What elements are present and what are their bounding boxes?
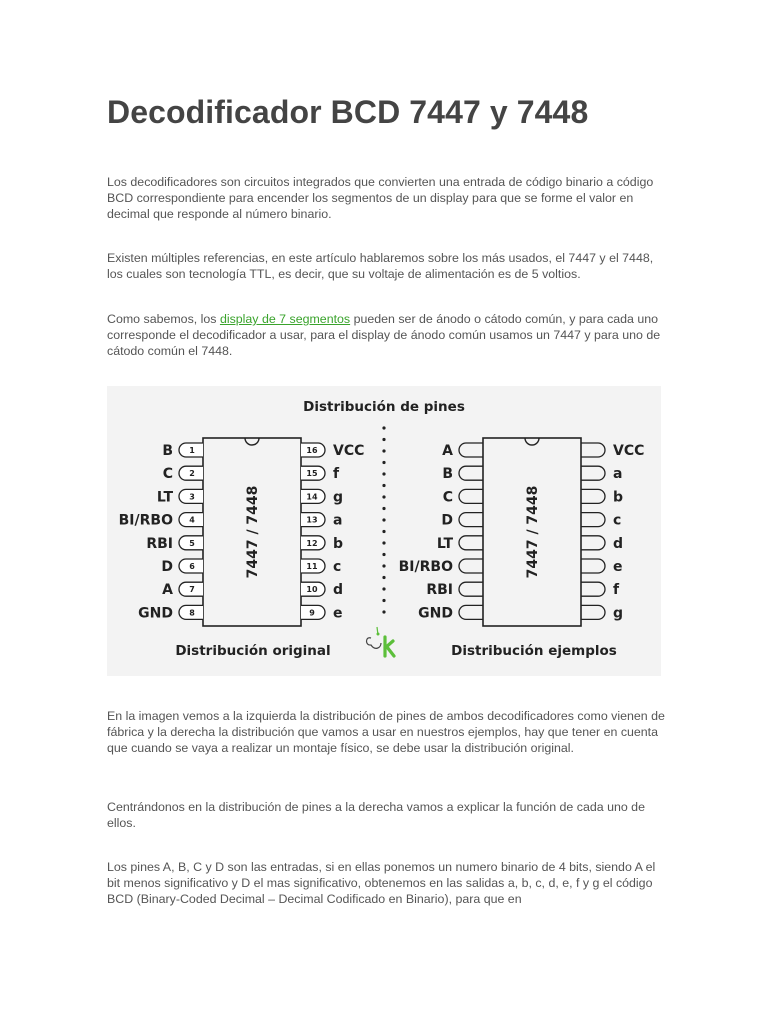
right-right-pin [581, 513, 605, 527]
right-right-pin [581, 536, 605, 550]
divider-dot [382, 587, 385, 590]
right-left-pin-label: BI/RBO [398, 559, 453, 575]
left-right-pin-label: d [333, 582, 344, 599]
left-left-pin-number: 4 [189, 515, 195, 525]
divider-dot [382, 461, 385, 464]
right-right-pin [581, 466, 605, 480]
divider-dot [382, 610, 385, 613]
divider-dot [382, 541, 385, 544]
left-right-pin-label: VCC [333, 443, 365, 459]
left-right-pin-number: 12 [306, 538, 318, 548]
intro-paragraph: Los decodificadores son circuitos integrados que convierten una entrada de código binario a código BCD correspondiente para encender los segmentos de un display para que se forme el valor en decimal que responde al número binario. [107, 175, 654, 221]
right-left-pin [459, 559, 483, 573]
right-left-pin [459, 513, 483, 527]
right-caption: Distribución ejemplos [451, 643, 617, 659]
right-right-pin-label: d [613, 535, 624, 552]
divider-dot [382, 495, 385, 498]
divider-dot [382, 507, 385, 510]
right-left-pin-label: LT [436, 535, 453, 552]
left-left-pin-label: B [162, 443, 173, 459]
divider-dot [382, 599, 385, 602]
right-left-pin-label: A [442, 443, 453, 459]
divider-dot [382, 576, 385, 579]
right-right-pin-label: f [613, 582, 620, 599]
center-divider [382, 426, 385, 613]
left-right-pin-number: 16 [306, 446, 318, 455]
left-left-pin-label: A [162, 582, 173, 599]
left-chip-name: 7447 / 7448 [245, 485, 261, 579]
right-left-pin-label: RBI [426, 582, 453, 599]
right-left-pin [459, 582, 483, 596]
left-left-pin-label: GND [138, 605, 173, 622]
display-paragraph-end: pueden ser de ánodo o cátodo común, y para cada uno corresponde el decodificador a usar, para el display de ánodo común usamos un 7447 y para uno de cátodo común el 7448. [107, 312, 661, 358]
left-left-pin-label: BI/RBO [118, 512, 173, 529]
right-right-pin-label: VCC [613, 443, 645, 459]
left-left-pin-number: 8 [189, 608, 195, 618]
right-left-pin-label: B [442, 466, 453, 483]
inputs-paragraph: Los pines A, B, C y D son las entradas, si en ellas ponemos un numero binario de 4 bits, siendo A el bit menos significativo y D el mas significativo, obtenemos en las salidas a, b, c, d, e, f y g el código BCD (Binary-Coded Decimal – Decimal Codificado en Binario), para que en [107, 860, 656, 906]
right-right-pin [581, 605, 605, 619]
left-right-pin-label: c [333, 559, 342, 575]
right-chip-notch [525, 438, 539, 445]
right-left-pin-label: GND [418, 605, 453, 622]
left-right-pin-number: 10 [306, 585, 318, 595]
left-left-pin-label: RBI [146, 535, 173, 552]
left-right-pin-label: b [333, 535, 344, 552]
k-logo-icon [367, 627, 395, 656]
divider-dot [382, 426, 385, 429]
right-right-pin [581, 582, 605, 596]
pin-distribution-figure [107, 386, 661, 676]
left-left-pin-label: LT [156, 489, 173, 506]
left-right-pin-label: a [333, 512, 343, 529]
figure-heading: Distribución de pines [303, 399, 465, 415]
right-right-pin [581, 559, 605, 573]
right-left-pin [459, 605, 483, 619]
left-chip-original [119, 438, 365, 626]
right-left-pin [459, 443, 483, 457]
right-left-pin [459, 536, 483, 550]
left-right-pin-label: g [333, 489, 344, 506]
display-paragraph-start: Como sabemos, los [107, 312, 220, 326]
right-chip-name: 7447 / 7448 [525, 485, 541, 579]
right-right-pin [581, 443, 605, 457]
left-right-pin-number: 13 [306, 515, 318, 525]
pin-focus-paragraph: Centrándonos en la distribución de pines a la derecha vamos a explicar la función de cada uno de ellos. [107, 800, 645, 830]
right-left-pin-label: D [441, 512, 453, 529]
right-left-pin [459, 466, 483, 480]
display-paragraph [107, 311, 667, 359]
image-explanation-paragraph: En la imagen vemos a la izquierda la distribución de pines de ambos decodificadores como vienen de fábrica y la derecha la distribución que vamos a usar en nuestros ejemplos, hay que tener en cuenta que cuando se vaya a realizar un montaje físico, se debe usar la distribución original. [107, 709, 665, 755]
left-right-pin-number: 11 [306, 562, 318, 571]
right-right-pin-label: e [613, 559, 623, 575]
divider-dot [382, 530, 385, 533]
left-left-pin-number: 6 [189, 562, 195, 571]
right-right-pin [581, 489, 605, 503]
divider-dot [382, 438, 385, 441]
display-7-segmentos-link[interactable]: display de 7 segmentos [219, 312, 351, 326]
right-chip-examples [399, 438, 645, 626]
left-right-pin-label: e [333, 605, 343, 622]
divider-dot [382, 449, 385, 452]
divider-dot [382, 518, 385, 521]
left-left-pin-label: C [162, 466, 173, 483]
right-left-pin-label: C [442, 489, 453, 506]
right-right-pin-label: c [613, 512, 622, 529]
divider-dot [382, 472, 385, 475]
divider-dot [382, 484, 385, 487]
left-right-pin-number: 9 [309, 608, 315, 618]
divider-dot [382, 564, 385, 567]
references-paragraph: Existen múltiples referencias, en este artículo hablaremos sobre los más usados, el 7447 y el 7448, los cuales son tecnología TTL, es decir, que su voltaje de alimentación es de 5 voltios. [107, 251, 654, 281]
pin-distribution-diagram [107, 386, 661, 676]
left-right-pin-number: 15 [306, 469, 318, 479]
right-right-pin-label: b [613, 489, 624, 506]
left-left-pin-number: 7 [189, 585, 195, 595]
left-right-pin-label: f [333, 466, 340, 483]
left-left-pin-label: D [161, 559, 173, 575]
left-left-pin-number: 3 [189, 492, 195, 502]
right-right-pin-label: g [613, 605, 624, 622]
divider-dot [382, 553, 385, 556]
left-left-pin-number: 5 [189, 538, 195, 548]
left-chip-notch [245, 438, 259, 445]
page-title: Decodificador BCD 7447 y 7448 [107, 94, 589, 130]
left-right-pin-number: 14 [306, 492, 318, 502]
left-left-pin-number: 2 [189, 469, 195, 479]
left-caption: Distribución original [175, 643, 331, 659]
right-right-pin-label: a [613, 466, 623, 483]
left-left-pin-number: 1 [189, 446, 195, 455]
right-left-pin [459, 489, 483, 503]
